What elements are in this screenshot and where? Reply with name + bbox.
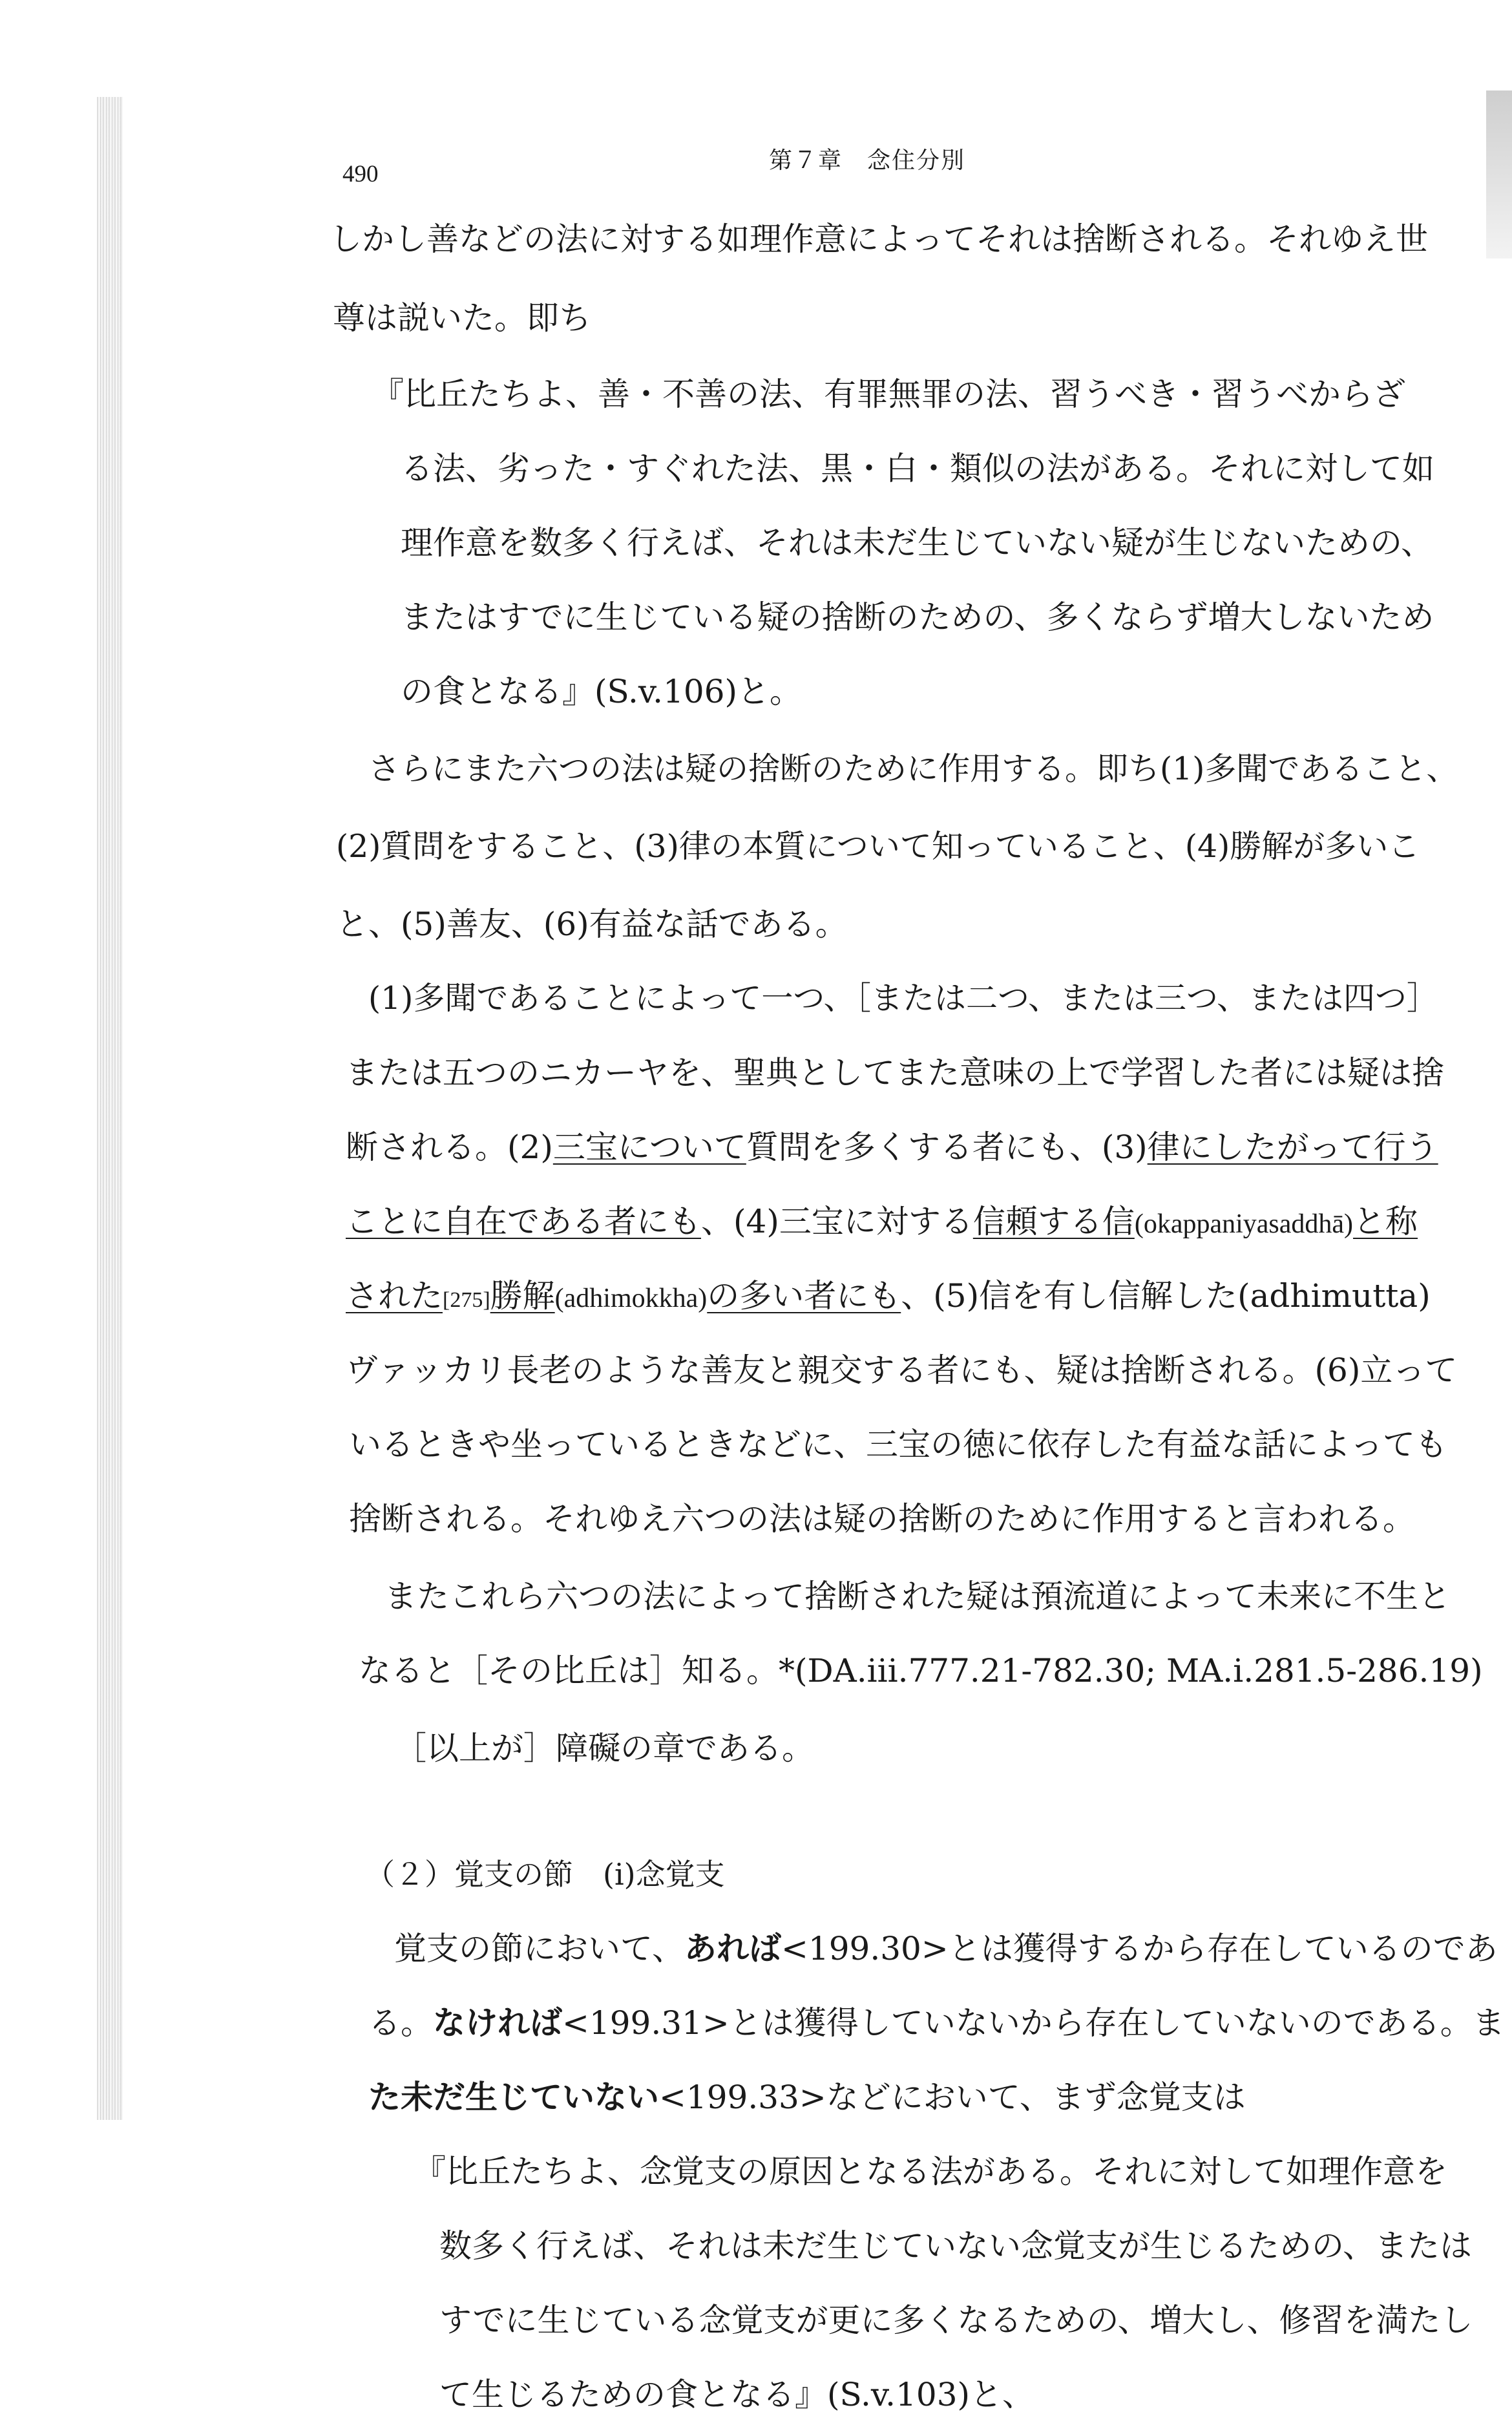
- quote-line: の食となる』(S.v.106)と。: [401, 673, 803, 710]
- quote-line: すでに生じている念覚支が更に多くなるための、増大し、修習を満たし: [439, 2302, 1473, 2339]
- quote-line: 数多く行えば、それは未だ生じていない念覚支が生じるための、または: [439, 2227, 1472, 2265]
- text-line: さらにまた六つの法は疑の捨断のために作用する。即ち(1)多聞であること、: [368, 750, 1458, 787]
- text-line: 覚支の節において、あれば<199.30>とは獲得するから存在しているのであ: [394, 1930, 1498, 1967]
- text-line: た未だ生じていない<199.33>などにおいて、まず念覚支は: [368, 2079, 1246, 2116]
- text-line: 捨断される。それゆえ六つの法は疑の捨断のために作用すると言われる。: [349, 1500, 1415, 1538]
- underlined-text: 勝解: [490, 1277, 555, 1315]
- text-line: (1)多聞であることによって一つ、［または二つ、または三つ、または四つ］: [368, 980, 1439, 1017]
- text-line: と、(5)善友、(6)有益な話である。: [336, 905, 848, 943]
- underlined-text: の多い者にも: [707, 1277, 901, 1315]
- section-heading: （２）覚支の節 (i)念覚支: [365, 1857, 725, 1892]
- text-line: ヴァッカリ長老のような善友と親交する者にも、疑は捨断される。(6)立って: [346, 1351, 1458, 1389]
- quote-line: る法、劣った・すぐれた法、黒・白・類似の法がある。それに対して如: [401, 450, 1434, 487]
- quote-line: て生じるための食となる』(S.v.103)と、: [439, 2376, 1035, 2413]
- text-line: またこれら六つの法によって捨断された疑は預流道によって未来に不生と: [384, 1578, 1451, 1615]
- text-line: ことに自在である者にも、(4)三宝に対する信頼する信(okappaniyasaddhā)と称: [346, 1203, 1418, 1240]
- quote-line: 『比丘たちよ、善・不善の法、有罪無罪の法、習うべき・習うべからざ: [372, 376, 1405, 413]
- text-line: ［以上が］障礙の章である。: [394, 1730, 814, 1767]
- text-line: または五つのニカーヤを、聖典としてまた意味の上で学習した者には疑は捨: [346, 1054, 1444, 1092]
- binding-shadow: [97, 97, 123, 2120]
- text-line: 尊は説いた。即ち: [333, 299, 591, 337]
- underlined-text: 三宝について: [552, 1128, 746, 1166]
- underlined-text: された: [346, 1277, 443, 1315]
- text-line: る。なければ<199.31>とは獲得していないから存在していないのである。ま: [368, 2004, 1505, 2042]
- page-number: 490: [342, 161, 379, 187]
- underlined-text: 律にしたがって行う: [1147, 1128, 1438, 1166]
- text-line: (2)質問をすること、(3)律の本質について知っていること、(4)勝解が多いこ: [336, 828, 1420, 865]
- quote-line: 理作意を数多く行えば、それは未だ生じていない疑が生じないための、: [401, 524, 1433, 562]
- quote-line: またはすでに生じている疑の捨断のための、多くならず増大しないため: [401, 598, 1434, 636]
- underlined-text: ことに自在である者にも: [346, 1203, 701, 1240]
- underlined-text: と称: [1353, 1203, 1418, 1240]
- text-line: された[275]勝解(adhimokkha)の多い者にも、(5)信を有し信解した(adhimutta): [346, 1277, 1431, 1315]
- underlined-text: 信頼する信: [972, 1203, 1135, 1240]
- text-line: いるときや坐っているときなどに、三宝の徳に依存した有益な話によっても: [349, 1426, 1447, 1463]
- page-corner-shadow: [1486, 90, 1512, 259]
- text-line: しかし善などの法に対する如理作意によってそれは捨断される。それゆえ世: [330, 220, 1428, 258]
- running-header: 第７章 念住分別: [769, 147, 966, 174]
- quote-line: 『比丘たちよ、念覚支の原因となる法がある。それに対して如理作意を: [414, 2153, 1447, 2190]
- text-line: 断される。(2)三宝について質問を多くする者にも、(3)律にしたがって行う: [346, 1128, 1438, 1166]
- text-line: なると［その比丘は］知る。*(DA.iii.777.21-782.30; MA.i.281.5-286.19): [359, 1652, 1483, 1689]
